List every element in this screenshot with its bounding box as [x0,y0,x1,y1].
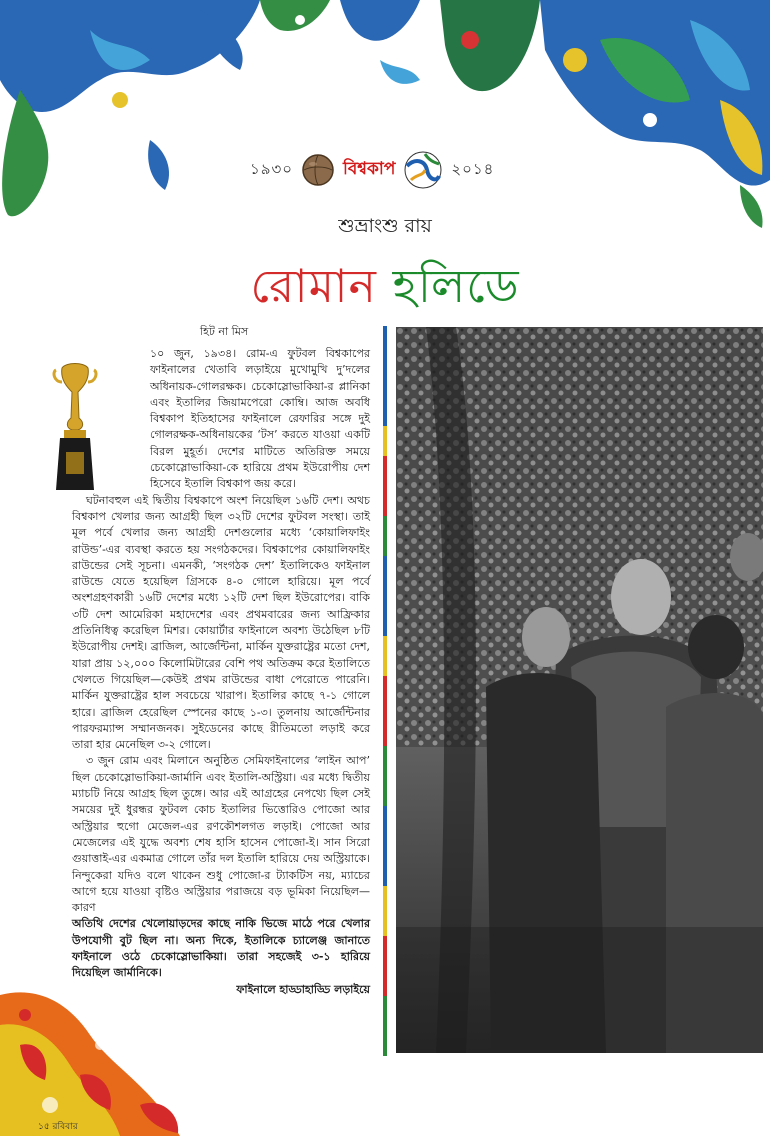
bottom-decorative-art [0,985,300,1136]
paragraph-2: ঘটনাবহুল এই দ্বিতীয় বিশ্বকাপে অংশ নিয়েছিল ১৬টি দেশ। অথচ বিশ্বকাপ খেলার জন্য আগ্রহী ছিল ৩২টি দেশের ফুটবল সংস্থা। তাই মূল পর্বে খেলার জন্য আগ্রহী দেশগুলোর মধ্যে ‘কোয়ালিফাইং রাউন্ড’-এর ব্যবস্থা করতে হয় সংগঠকদের। বিশ্বকাপের কোয়ালিফাইং রাউন্ডের সেই সূচনা। এমনকী, ‘সংগঠক দেশ’ ইতালিকেও ফাইনাল রাউন্ডে যেতে হয়েছিল গ্রিসকে ৪-০ গোলে হারিয়ে। মূল পর্বে অংশগ্রহণকারী ১৬টি দেশের মধ্যে ১২টি দেশ ছিল ইউরোপের। বাকি ৩টি দেশ আমেরিকা মহাদেশের এবং প্রথমবারের জন্য আফ্রিকার প্রতিনিধিত্ব করেছিল মিশর। কোয়ার্টার ফাইনালে অবশ্য উঠেছিল ৮টি ইউরোপীয় দেশই। ব্রাজিল, আর্জেন্টিনা, মার্কিন যুক্তরাষ্ট্রের মতো দেশ, যারা প্রায় ১২,০০০ কিলোমিটারের বেশি পথ অতিক্রম করে ইতালিতে খেলতে গিয়েছিল—কেউই প্রথম রাউন্ডের বাধা পেরোতে পারেনি। মার্কিন যুক্তরাষ্ট্রের হাল সবচেয়ে খারাপ। ইতালির কাছে ৭-১ গোলে হারে। ব্রাজিল হেরেছিল স্পেনের কাছে ১-৩। তুলনায় আর্জেন্টিনার পারফরম্যান্স সম্মানজনক। সুইডেনের কাছে রীতিমতো লড়াই করে তারা হার মেনেছিল ৩-২ গোলে। [72,493,370,752]
title-part-2: হলিডে [392,259,520,313]
section-kicker: হিট না মিস [200,325,249,338]
historic-photo-players [396,327,763,1053]
author-byline: শুভ্রাংশু রায় [338,215,432,237]
year-end: ২০১৪ [451,159,495,178]
color-stripe-divider [383,326,387,1056]
worldcup-header [250,148,550,192]
top-decorative-floral-art [0,0,770,230]
bold-paragraph: অতিথি দেশের খেলোয়াড়দের কাছে নাকি ভিজে মাঠে পরে খেলার উপযোগী বুট ছিল না। অন্য দিকে, ইতালিকে চ্যালেঞ্জ জানাতে ফাইনালে ওঠে চেকোস্লোভাকিয়া। তারা সহজেই ৩-১ হারিয়ে দিয়েছিল জার্মানিকে। [72,917,370,980]
year-start: ১৯৩০ [250,159,293,178]
paragraph-3: ৩ জুন রোম এবং মিলানে অনুষ্ঠিত সেমিফাইনালের ‘লাইন আপ’ ছিল চেকোস্লোভাকিয়া-জার্মানি এবং ইতালি-অস্ট্রিয়া। এর মধ্যে দ্বিতীয় ম্যাচটি নিয়ে আগ্রহ ছিল তুঙ্গে। আর এই আগ্রহের নেপথ্যে ছিল সেই সময়ের দুই ধুরন্ধর ফুটবল কোচ ইতালির ভিত্তোরিও পোজো আর অস্ট্রিয়ার হুগো মেজেল-এর রণকৌশলগত লড়াই। পোজো আর মেজেলের এই যুদ্ধে অবশ্য শেষ হাসি হাসেন পোজো-ই। সান সিরো গুয়াত্তাই-এর একমাত্র গোলে তাঁর দল ইতালি হারিয়ে দেয় অস্ট্রিয়াকে। নিন্দুকেরা যদিও বলে থাকেন শুধু পোজো-র ট্যাকটিস নয়, ম্যাচের আগে হয়ে যাওয়া বৃষ্টিও অস্ট্রিয়ার পরাজয়ে বড় ভূমিকা নিয়েছিল—কারণ [72,754,370,915]
title-part-1: রোমান [250,259,378,313]
brazuca-ball-icon [403,150,443,190]
page-footer: ১৫ রবিবার [38,1122,78,1132]
closing-line: ফাইনালে হাড্ডাহাড্ডি লড়াইয়ে [236,982,370,996]
paragraph-1: ১০ জুন, ১৯৩৪। রোম-এ ফুটবল বিশ্বকাপের ফাইনালের খেতাবি লড়াইয়ে মুখোমুখি দু’দলের অধিনায়ক-গোলরক্ষক। চেকোস্লোভাকিয়া-র প্লানিকা এবং ইতালির জিয়ামপেরো কোম্বি। আজ অবধি বিশ্বকাপ ইতিহাসের ফাইনালে রেফারির সঙ্গে দুই গোলরক্ষক-অধিনায়কের ‘টস’ করতে যাওয়া একটি বিরল মুহূর্ত। দেশের মাটিতে অতিরিক্ত সময়ে চেকোস্লোভাকিয়া-কে হারিয়ে প্রথম ইউরোপীয় দেশ হিসেবে ইতালি বিশ্বকাপ জয় করে। [150,347,370,491]
article-title [0,252,770,328]
worldcup-label: বিশ্বকাপ [342,159,396,179]
article-body [72,346,370,998]
vintage-football-icon [301,153,335,187]
